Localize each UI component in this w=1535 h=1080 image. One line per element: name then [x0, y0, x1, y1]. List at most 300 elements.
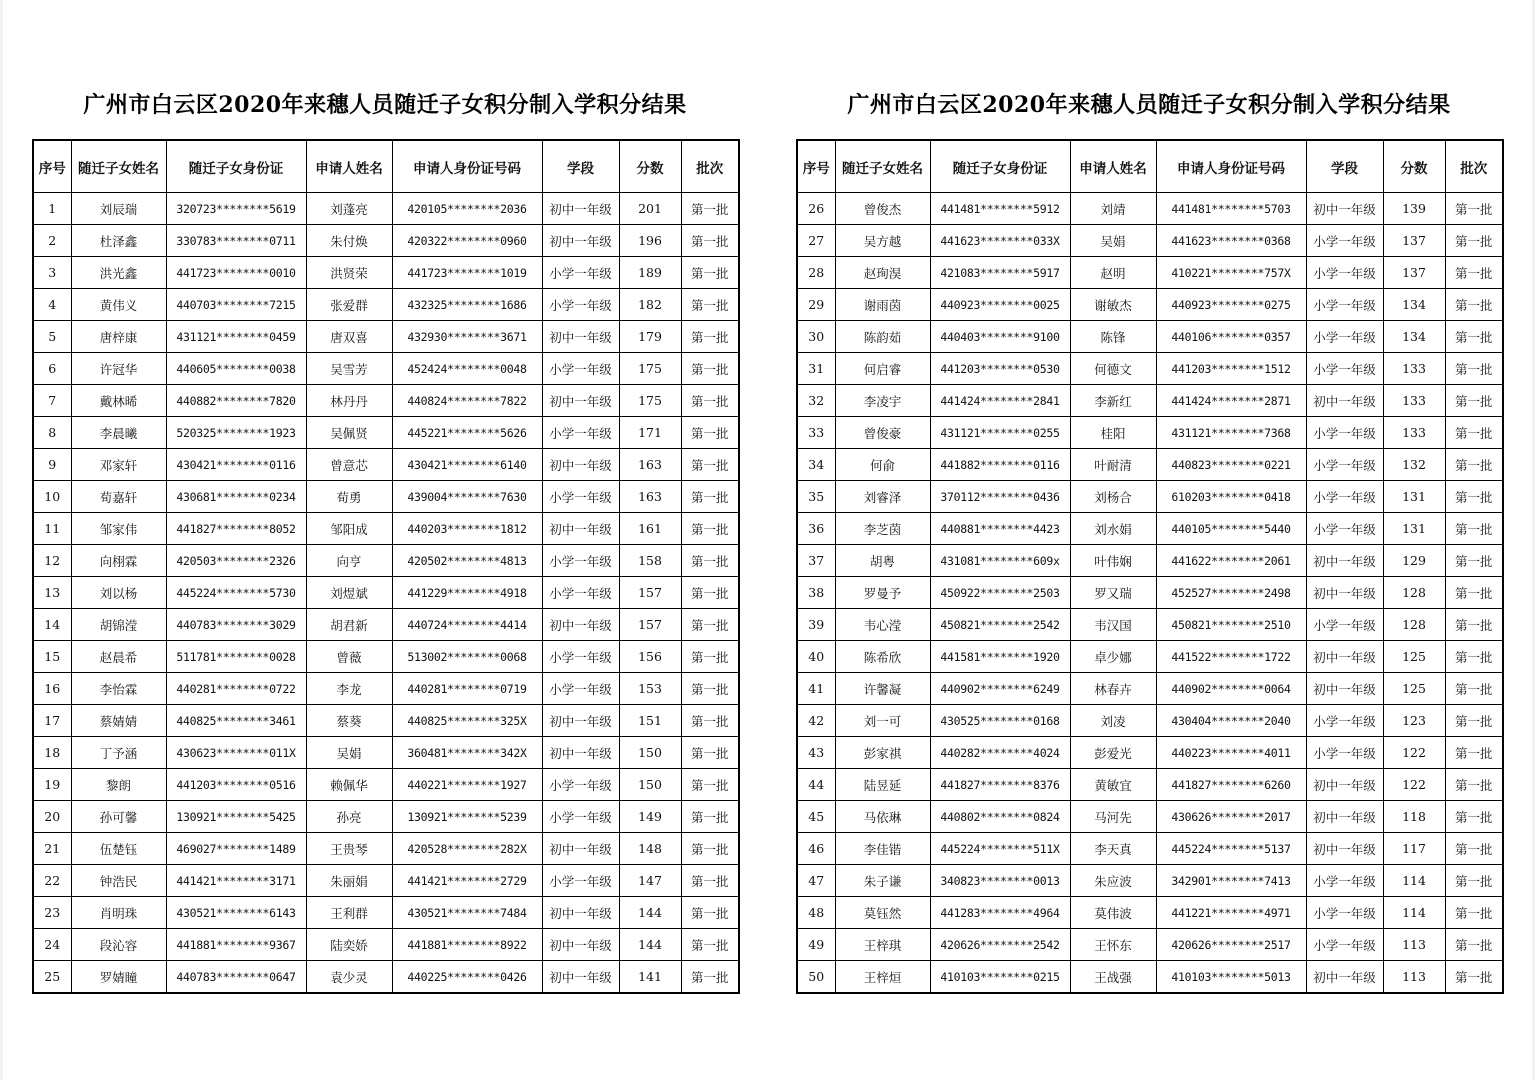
child-name: 胡粤	[835, 545, 930, 577]
header-applicant-id: 申请人身份证号码	[1156, 140, 1306, 193]
grade: 初中一年级	[1306, 641, 1383, 673]
table-row	[33, 673, 739, 705]
batch: 第一批	[1445, 257, 1503, 289]
grade: 小学一年级	[542, 481, 619, 513]
header-applicant-name: 申请人姓名	[306, 140, 392, 193]
score: 150	[619, 737, 681, 769]
grade: 小学一年级	[542, 577, 619, 609]
score: 163	[619, 449, 681, 481]
child-id: 440783********0647	[166, 961, 306, 994]
child-name: 孙可馨	[71, 801, 166, 833]
table-row	[33, 737, 739, 769]
score: 171	[619, 417, 681, 449]
grade: 初中一年级	[542, 737, 619, 769]
table-row	[33, 545, 739, 577]
row-index: 36	[797, 513, 835, 545]
child-id: 431081********609x	[930, 545, 1070, 577]
child-id: 441881********9367	[166, 929, 306, 961]
score: 123	[1383, 705, 1445, 737]
row-index: 10	[33, 481, 71, 513]
applicant-id: 445221********5626	[392, 417, 542, 449]
child-name: 杜泽鑫	[71, 225, 166, 257]
table-row	[797, 289, 1503, 321]
child-name: 洪光鑫	[71, 257, 166, 289]
applicant-id: 450821********2510	[1156, 609, 1306, 641]
applicant-id: 430521********7484	[392, 897, 542, 929]
score: 132	[1383, 449, 1445, 481]
child-id: 440881********4423	[930, 513, 1070, 545]
grade: 初中一年级	[542, 929, 619, 961]
child-name: 韦心滢	[835, 609, 930, 641]
child-name: 曾俊杰	[835, 193, 930, 225]
child-id: 441827********8052	[166, 513, 306, 545]
applicant-name: 赵明	[1070, 257, 1156, 289]
results-table-left	[32, 139, 740, 994]
score: 113	[1383, 961, 1445, 994]
row-index: 12	[33, 545, 71, 577]
batch: 第一批	[681, 289, 739, 321]
applicant-name: 彭爱光	[1070, 737, 1156, 769]
applicant-name: 朱付焕	[306, 225, 392, 257]
table-row	[797, 577, 1503, 609]
table-row	[33, 353, 739, 385]
header-applicant-id: 申请人身份证号码	[392, 140, 542, 193]
applicant-id: 430404********2040	[1156, 705, 1306, 737]
child-name: 王梓烜	[835, 961, 930, 994]
batch: 第一批	[681, 321, 739, 353]
score: 196	[619, 225, 681, 257]
applicant-id: 440923********0275	[1156, 289, 1306, 321]
score: 133	[1383, 417, 1445, 449]
child-name: 荀嘉轩	[71, 481, 166, 513]
batch: 第一批	[681, 417, 739, 449]
row-index: 15	[33, 641, 71, 673]
child-id: 430521********6143	[166, 897, 306, 929]
row-index: 40	[797, 641, 835, 673]
applicant-id: 440281********0719	[392, 673, 542, 705]
child-name: 黄伟义	[71, 289, 166, 321]
batch: 第一批	[681, 609, 739, 641]
child-id: 441581********1920	[930, 641, 1070, 673]
applicant-name: 林丹丹	[306, 385, 392, 417]
child-id: 340823********0013	[930, 865, 1070, 897]
child-id: 441827********8376	[930, 769, 1070, 801]
child-id: 410103********0215	[930, 961, 1070, 994]
child-id: 440825********3461	[166, 705, 306, 737]
score: 128	[1383, 577, 1445, 609]
applicant-id: 441522********1722	[1156, 641, 1306, 673]
applicant-name: 朱丽娟	[306, 865, 392, 897]
grade: 小学一年级	[542, 545, 619, 577]
score: 137	[1383, 257, 1445, 289]
score: 157	[619, 609, 681, 641]
score: 179	[619, 321, 681, 353]
child-name: 吴方越	[835, 225, 930, 257]
applicant-id: 420626********2517	[1156, 929, 1306, 961]
applicant-id: 440105********5440	[1156, 513, 1306, 545]
table-row	[33, 801, 739, 833]
batch: 第一批	[681, 961, 739, 994]
applicant-name: 洪贤荣	[306, 257, 392, 289]
applicant-id: 130921********5239	[392, 801, 542, 833]
applicant-id: 440203********1812	[392, 513, 542, 545]
applicant-id: 430626********2017	[1156, 801, 1306, 833]
applicant-name: 王怀东	[1070, 929, 1156, 961]
table-row	[797, 961, 1503, 994]
score: 118	[1383, 801, 1445, 833]
score: 134	[1383, 289, 1445, 321]
row-index: 48	[797, 897, 835, 929]
header-row	[797, 140, 1503, 193]
score: 122	[1383, 737, 1445, 769]
child-id: 440281********0722	[166, 673, 306, 705]
grade: 初中一年级	[1306, 801, 1383, 833]
table-row	[797, 385, 1503, 417]
child-id: 431121********0459	[166, 321, 306, 353]
score: 158	[619, 545, 681, 577]
grade: 初中一年级	[542, 897, 619, 929]
row-index: 17	[33, 705, 71, 737]
score: 182	[619, 289, 681, 321]
table-row	[797, 545, 1503, 577]
table-row	[33, 897, 739, 929]
child-name: 莫钰然	[835, 897, 930, 929]
child-name: 陆昱延	[835, 769, 930, 801]
row-index: 45	[797, 801, 835, 833]
batch: 第一批	[681, 705, 739, 737]
header-score: 分数	[1383, 140, 1445, 193]
applicant-name: 蔡葵	[306, 705, 392, 737]
applicant-name: 王战强	[1070, 961, 1156, 994]
row-index: 50	[797, 961, 835, 994]
table-row	[797, 673, 1503, 705]
applicant-name: 刘杨合	[1070, 481, 1156, 513]
score: 144	[619, 897, 681, 929]
child-id: 370112********0436	[930, 481, 1070, 513]
child-name: 曾俊豪	[835, 417, 930, 449]
row-index: 16	[33, 673, 71, 705]
applicant-id: 445224********5137	[1156, 833, 1306, 865]
row-index: 46	[797, 833, 835, 865]
grade: 初中一年级	[1306, 545, 1383, 577]
table-row	[797, 769, 1503, 801]
applicant-name: 韦汉国	[1070, 609, 1156, 641]
applicant-name: 吴雪芳	[306, 353, 392, 385]
score: 150	[619, 769, 681, 801]
applicant-name: 何德文	[1070, 353, 1156, 385]
table-row	[33, 961, 739, 994]
child-id: 440882********7820	[166, 385, 306, 417]
score: 157	[619, 577, 681, 609]
applicant-id: 610203********0418	[1156, 481, 1306, 513]
batch: 第一批	[1445, 513, 1503, 545]
batch: 第一批	[1445, 801, 1503, 833]
child-name: 邹家伟	[71, 513, 166, 545]
child-name: 李怡霖	[71, 673, 166, 705]
row-index: 22	[33, 865, 71, 897]
applicant-name: 谢敏杰	[1070, 289, 1156, 321]
header-grade: 学段	[542, 140, 619, 193]
child-id: 441623********033X	[930, 225, 1070, 257]
child-id: 450821********2542	[930, 609, 1070, 641]
grade: 小学一年级	[542, 865, 619, 897]
applicant-name: 赖佩华	[306, 769, 392, 801]
applicant-id: 440823********0221	[1156, 449, 1306, 481]
applicant-name: 袁少灵	[306, 961, 392, 994]
applicant-name: 刘凌	[1070, 705, 1156, 737]
applicant-name: 曾薇	[306, 641, 392, 673]
row-index: 7	[33, 385, 71, 417]
table-row	[797, 641, 1503, 673]
batch: 第一批	[681, 865, 739, 897]
applicant-name: 朱应波	[1070, 865, 1156, 897]
applicant-id: 410103********5013	[1156, 961, 1306, 994]
applicant-name: 马河先	[1070, 801, 1156, 833]
child-id: 320723********5619	[166, 193, 306, 225]
batch: 第一批	[1445, 385, 1503, 417]
applicant-id: 440221********1927	[392, 769, 542, 801]
applicant-id: 360481********342X	[392, 737, 542, 769]
applicant-name: 吴佩贤	[306, 417, 392, 449]
applicant-id: 439004********7630	[392, 481, 542, 513]
applicant-id: 441723********1019	[392, 257, 542, 289]
score: 129	[1383, 545, 1445, 577]
grade: 小学一年级	[542, 417, 619, 449]
child-name: 刘以杨	[71, 577, 166, 609]
child-name: 钟浩民	[71, 865, 166, 897]
score: 139	[1383, 193, 1445, 225]
table-row	[797, 481, 1503, 513]
child-name: 罗婧瞳	[71, 961, 166, 994]
row-index: 3	[33, 257, 71, 289]
applicant-id: 441881********8922	[392, 929, 542, 961]
row-index: 18	[33, 737, 71, 769]
table-row	[33, 449, 739, 481]
child-id: 440783********3029	[166, 609, 306, 641]
grade: 小学一年级	[1306, 897, 1383, 929]
score: 114	[1383, 897, 1445, 929]
applicant-name: 邹阳成	[306, 513, 392, 545]
applicant-id: 410221********757X	[1156, 257, 1306, 289]
row-index: 38	[797, 577, 835, 609]
table-row	[33, 929, 739, 961]
table-row	[797, 513, 1503, 545]
child-name: 赵珣淏	[835, 257, 930, 289]
child-name: 蔡婧婧	[71, 705, 166, 737]
child-id: 440923********0025	[930, 289, 1070, 321]
child-id: 441424********2841	[930, 385, 1070, 417]
batch: 第一批	[681, 481, 739, 513]
row-index: 11	[33, 513, 71, 545]
grade: 初中一年级	[1306, 833, 1383, 865]
document-page	[3, 0, 1532, 1080]
row-index: 35	[797, 481, 835, 513]
child-id: 440403********9100	[930, 321, 1070, 353]
table-row	[797, 193, 1503, 225]
child-name: 陈韵茹	[835, 321, 930, 353]
batch: 第一批	[1445, 289, 1503, 321]
applicant-name: 胡君新	[306, 609, 392, 641]
applicant-id: 420528********282X	[392, 833, 542, 865]
table-row	[797, 705, 1503, 737]
row-index: 47	[797, 865, 835, 897]
grade: 小学一年级	[542, 673, 619, 705]
table-row	[797, 865, 1503, 897]
applicant-id: 441481********5703	[1156, 193, 1306, 225]
applicant-name: 刘蓬亮	[306, 193, 392, 225]
child-id: 440605********0038	[166, 353, 306, 385]
child-id: 441283********4964	[930, 897, 1070, 929]
child-id: 440703********7215	[166, 289, 306, 321]
applicant-id: 441827********6260	[1156, 769, 1306, 801]
row-index: 4	[33, 289, 71, 321]
row-index: 28	[797, 257, 835, 289]
table-row	[797, 257, 1503, 289]
row-index: 19	[33, 769, 71, 801]
row-index: 25	[33, 961, 71, 994]
child-name: 何俞	[835, 449, 930, 481]
score: 149	[619, 801, 681, 833]
table-row	[33, 385, 739, 417]
score: 125	[1383, 673, 1445, 705]
grade: 小学一年级	[542, 289, 619, 321]
grade: 小学一年级	[542, 257, 619, 289]
applicant-name: 张爱群	[306, 289, 392, 321]
grade: 初中一年级	[542, 705, 619, 737]
header-index: 序号	[797, 140, 835, 193]
row-index: 6	[33, 353, 71, 385]
applicant-name: 荀勇	[306, 481, 392, 513]
grade: 初中一年级	[542, 609, 619, 641]
child-name: 向栩霖	[71, 545, 166, 577]
row-index: 9	[33, 449, 71, 481]
child-name: 唐梓康	[71, 321, 166, 353]
child-id: 430525********0168	[930, 705, 1070, 737]
child-name: 陈希欣	[835, 641, 930, 673]
table-row	[797, 737, 1503, 769]
table-row	[33, 705, 739, 737]
grade: 小学一年级	[1306, 737, 1383, 769]
score: 114	[1383, 865, 1445, 897]
score: 141	[619, 961, 681, 994]
table-row	[33, 641, 739, 673]
score: 151	[619, 705, 681, 737]
child-name: 谢雨茵	[835, 289, 930, 321]
header-batch: 批次	[1445, 140, 1503, 193]
child-id: 430681********0234	[166, 481, 306, 513]
applicant-name: 曾意芯	[306, 449, 392, 481]
child-name: 许馨凝	[835, 673, 930, 705]
batch: 第一批	[1445, 641, 1503, 673]
score: 189	[619, 257, 681, 289]
score: 163	[619, 481, 681, 513]
batch: 第一批	[681, 193, 739, 225]
child-name: 李佳锴	[835, 833, 930, 865]
table-row	[33, 225, 739, 257]
child-name: 戴林晞	[71, 385, 166, 417]
batch: 第一批	[1445, 865, 1503, 897]
applicant-id: 441622********2061	[1156, 545, 1306, 577]
applicant-id: 440223********4011	[1156, 737, 1306, 769]
child-name: 王梓琪	[835, 929, 930, 961]
grade: 小学一年级	[1306, 289, 1383, 321]
grade: 初中一年级	[542, 833, 619, 865]
table-row	[33, 865, 739, 897]
batch: 第一批	[681, 385, 739, 417]
applicant-name: 唐双喜	[306, 321, 392, 353]
applicant-id: 440106********0357	[1156, 321, 1306, 353]
child-name: 刘辰瑞	[71, 193, 166, 225]
row-index: 8	[33, 417, 71, 449]
applicant-id: 441229********4918	[392, 577, 542, 609]
child-id: 441421********3171	[166, 865, 306, 897]
score: 148	[619, 833, 681, 865]
batch: 第一批	[1445, 673, 1503, 705]
applicant-id: 440902********0064	[1156, 673, 1306, 705]
grade: 小学一年级	[542, 353, 619, 385]
table-row	[33, 481, 739, 513]
header-child-id: 随迁子女身份证	[930, 140, 1070, 193]
score: 137	[1383, 225, 1445, 257]
grade: 小学一年级	[1306, 417, 1383, 449]
applicant-id: 430421********6140	[392, 449, 542, 481]
child-id: 440902********6249	[930, 673, 1070, 705]
child-name: 伍楚钰	[71, 833, 166, 865]
child-id: 441723********0010	[166, 257, 306, 289]
applicant-id: 441424********2871	[1156, 385, 1306, 417]
applicant-id: 441221********4971	[1156, 897, 1306, 929]
child-name: 彭家祺	[835, 737, 930, 769]
row-index: 1	[33, 193, 71, 225]
batch: 第一批	[681, 673, 739, 705]
header-applicant-name: 申请人姓名	[1070, 140, 1156, 193]
batch: 第一批	[1445, 705, 1503, 737]
row-index: 44	[797, 769, 835, 801]
grade: 初中一年级	[542, 321, 619, 353]
table-row	[33, 769, 739, 801]
batch: 第一批	[1445, 769, 1503, 801]
batch: 第一批	[1445, 481, 1503, 513]
applicant-id: 432325********1686	[392, 289, 542, 321]
score: 131	[1383, 513, 1445, 545]
score: 156	[619, 641, 681, 673]
row-index: 30	[797, 321, 835, 353]
row-index: 32	[797, 385, 835, 417]
table-row	[33, 257, 739, 289]
applicant-id: 440225********0426	[392, 961, 542, 994]
applicant-id: 513002********0068	[392, 641, 542, 673]
results-table-right	[796, 139, 1504, 994]
applicant-name: 刘水娟	[1070, 513, 1156, 545]
child-id: 440802********0824	[930, 801, 1070, 833]
applicant-id: 440825********325X	[392, 705, 542, 737]
batch: 第一批	[681, 577, 739, 609]
table-row	[33, 417, 739, 449]
batch: 第一批	[1445, 353, 1503, 385]
row-index: 20	[33, 801, 71, 833]
table-row	[797, 225, 1503, 257]
batch: 第一批	[1445, 577, 1503, 609]
table-row	[33, 289, 739, 321]
child-id: 130921********5425	[166, 801, 306, 833]
table-row	[33, 609, 739, 641]
row-index: 37	[797, 545, 835, 577]
batch: 第一批	[1445, 833, 1503, 865]
row-index: 29	[797, 289, 835, 321]
batch: 第一批	[681, 801, 739, 833]
table-row	[33, 577, 739, 609]
child-name: 赵晨希	[71, 641, 166, 673]
